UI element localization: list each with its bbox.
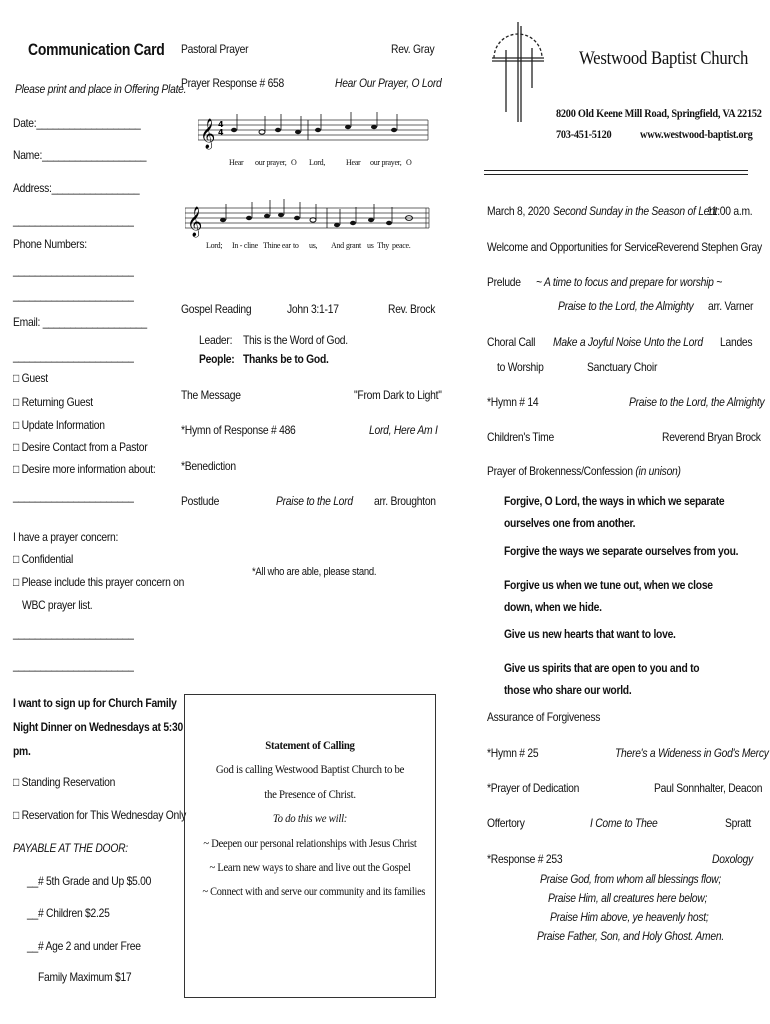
church-name: Westwood Baptist Church: [579, 48, 749, 69]
lyric: O: [291, 158, 297, 167]
more-info-line[interactable]: ______________________: [13, 489, 134, 503]
postlude-title: Praise to the Lord: [276, 494, 353, 508]
calling-line-1: God is calling Westwood Baptist Church to be: [215, 762, 405, 776]
doxology-line-1: Praise God, from whom all blessings flow;: [540, 872, 721, 886]
email-line-2[interactable]: ______________________: [13, 349, 134, 363]
offertory-title: I Come to Thee: [590, 816, 658, 830]
message-title: "From Dark to Light": [354, 388, 442, 402]
sanctuary-choir: Sanctuary Choir: [587, 360, 658, 374]
price-age2[interactable]: __# Age 2 and under Free: [27, 939, 141, 953]
hymn-14: *Hymn # 14: [487, 395, 539, 409]
the-message: The Message: [181, 388, 241, 402]
lyric: Hear: [346, 158, 361, 167]
checkbox-more-info[interactable]: □ Desire more information about:: [13, 462, 156, 476]
people-label: People:: [199, 352, 235, 366]
address-line-2[interactable]: ______________________: [13, 213, 134, 227]
hymn-of-response-title: Lord, Here Am I: [369, 423, 438, 437]
checkbox-update-info[interactable]: □ Update Information: [13, 418, 105, 432]
lyric: to: [293, 241, 299, 250]
treble-clef-icon: 𝄞: [187, 207, 203, 237]
signup-line-1: I want to sign up for Church Family: [13, 696, 177, 710]
welcome: Welcome and Opportunities for Service: [487, 240, 657, 254]
payable-label: PAYABLE AT THE DOOR:: [13, 841, 128, 855]
hymn-25-title: There's a Wideness in God's Mercy: [615, 746, 769, 760]
email-field[interactable]: Email: ___________________: [13, 315, 147, 329]
lyric: us,: [309, 241, 318, 250]
gospel-reference: John 3:1-17: [287, 302, 339, 316]
lyric: our prayer,: [255, 158, 287, 167]
prelude: Prelude: [487, 275, 521, 289]
assurance: Assurance of Forgiveness: [487, 710, 601, 724]
music-staff-2: [185, 198, 431, 244]
prayer-of-dedication: *Prayer of Dedication: [487, 781, 580, 795]
phone-label: Phone Numbers:: [13, 237, 87, 251]
name-field[interactable]: Name:___________________: [13, 148, 147, 162]
pastoral-prayer-leader: Rev. Gray: [391, 42, 435, 56]
include-prayer-cont: WBC prayer list.: [22, 598, 93, 612]
pastoral-prayer: Pastoral Prayer: [181, 42, 249, 56]
signup-line-3: pm.: [13, 744, 31, 758]
leader-label: Leader:: [199, 333, 233, 347]
doxology-line-3: Praise Him above, ye heavenly host;: [550, 910, 709, 924]
hymn-of-response: *Hymn of Response # 486: [181, 423, 296, 437]
prayer-of-brokenness: [487, 464, 681, 478]
confession-3: Forgive us when we tune out, when we close down, when we hide.: [504, 578, 713, 614]
confession-5: Give us spirits that are open to you and to those who share our world.: [504, 661, 700, 697]
church-website[interactable]: www.westwood-baptist.org: [640, 127, 753, 141]
confession-2: Forgive the ways we separate ourselves from you.: [504, 544, 739, 558]
calling-line-4: ~ Deepen our personal relationships with Jesus Christ: [203, 836, 417, 850]
prayer-response: Prayer Response # 658: [181, 76, 285, 90]
childrens-leader: Reverend Bryan Brock: [662, 430, 761, 444]
phone-line-1[interactable]: ______________________: [13, 263, 134, 277]
offertory-composer: Spratt: [725, 816, 751, 830]
checkbox-guest[interactable]: □ Guest: [13, 371, 48, 385]
church-cross-logo: [488, 18, 548, 128]
church-address: 8200 Old Keene Mill Road, Springfield, VA 22152: [556, 106, 762, 120]
lyric: In - cline: [232, 241, 258, 250]
statement-of-calling-box: [184, 694, 436, 998]
hymn-14-title: Praise to the Lord, the Almighty: [629, 395, 765, 409]
brokenness-label: Prayer of Brokenness/Confession: [487, 464, 633, 478]
calling-line-2: the Presence of Christ.: [264, 787, 356, 801]
lyric: Thy: [377, 241, 389, 250]
lyric: Thine ear: [263, 241, 291, 250]
lyric: us: [367, 241, 374, 250]
choral-title: Make a Joyful Noise Unto the Lord: [553, 335, 703, 349]
response-253: *Response # 253: [487, 852, 563, 866]
childrens-time: Children's Time: [487, 430, 554, 444]
lyric: Lord,: [309, 158, 326, 167]
date-field[interactable]: Date:___________________: [13, 116, 141, 130]
svg-text:4: 4: [218, 128, 224, 137]
card-title: Communication Card: [28, 40, 165, 59]
phone-line-2[interactable]: ______________________: [13, 288, 134, 302]
service-occasion: Second Sunday in the Season of Lent: [553, 204, 718, 218]
leader-text: This is the Word of God.: [243, 333, 348, 347]
gospel-leader: Rev. Brock: [388, 302, 436, 316]
lyric: O: [406, 158, 412, 167]
confession-4: Give us new hearts that want to love.: [504, 627, 676, 641]
lyric: Lord;: [206, 241, 223, 250]
choral-composer: Landes: [720, 335, 753, 349]
prayer-response-title: Hear Our Prayer, O Lord: [335, 76, 442, 90]
dedication-leader: Paul Sonnhalter, Deacon: [654, 781, 763, 795]
service-date: March 8, 2020: [487, 204, 550, 218]
checkbox-contact-pastor[interactable]: □ Desire Contact from a Pastor: [13, 440, 148, 454]
hymn-25: *Hymn # 25: [487, 746, 539, 760]
lyric: And: [331, 241, 344, 250]
offertory: Offertory: [487, 816, 525, 830]
doxology-line-4: Praise Father, Son, and Holy Ghost. Amen.: [537, 929, 724, 943]
music-staff-1: [198, 112, 430, 162]
lyric: grant: [346, 241, 361, 250]
card-instructions: Please print and place in Offering Plate.: [15, 82, 187, 96]
divider: [484, 170, 748, 171]
unison-note: (in unison): [635, 464, 681, 478]
price-children[interactable]: __# Children $2.25: [27, 906, 110, 920]
doxology-line-2: Praise Him, all creatures here below;: [548, 891, 708, 905]
checkbox-confidential[interactable]: □ Confidential: [13, 552, 73, 566]
service-time: 11:00 a.m.: [707, 204, 753, 218]
calling-line-5: ~ Learn new ways to share and live out the Gospel: [209, 860, 411, 874]
postlude-arranger: arr. Broughton: [374, 494, 436, 508]
prelude-note: ~ A time to focus and prepare for worship ~: [536, 275, 723, 289]
checkbox-include-prayer[interactable]: □ Please include this prayer concern on: [13, 575, 185, 589]
calling-title: Statement of Calling: [265, 738, 355, 752]
address-field[interactable]: Address:________________: [13, 181, 140, 195]
choral-call: Choral Call: [487, 335, 536, 349]
benediction: *Benediction: [181, 459, 236, 473]
welcome-leader: Reverend Stephen Gray: [656, 240, 762, 254]
checkbox-standing[interactable]: □ Standing Reservation: [13, 775, 116, 789]
prelude-arranger: arr. Varner: [708, 299, 754, 313]
gospel-reading: Gospel Reading: [181, 302, 252, 316]
signup-line-2: Night Dinner on Wednesdays at 5:30: [13, 720, 183, 734]
lyric: Hear: [229, 158, 244, 167]
price-5th-grade[interactable]: __# 5th Grade and Up $5.00: [27, 874, 152, 888]
treble-clef-icon: 𝄞: [200, 119, 216, 149]
calling-line-6: ~ Connect with and serve our community and its families: [202, 884, 426, 898]
postlude: Postlude: [181, 494, 220, 508]
church-phone: 703-451-5120: [556, 127, 612, 141]
prayer-line-1[interactable]: ______________________: [13, 626, 134, 640]
prayer-line-2[interactable]: ______________________: [13, 658, 134, 672]
lyric: our prayer,: [370, 158, 402, 167]
stand-note: *All who are able, please stand.: [252, 566, 377, 578]
divider: [484, 174, 748, 175]
checkbox-this-wednesday[interactable]: □ Reservation for This Wednesday Only: [13, 808, 186, 822]
calling-line-3: To do this we will:: [272, 811, 348, 825]
prayer-concern-label: I have a prayer concern:: [13, 530, 119, 544]
svg-text:4: 4: [218, 120, 224, 129]
lyric: peace.: [392, 241, 411, 250]
family-maximum: Family Maximum $17: [38, 970, 132, 984]
prelude-title: Praise to the Lord, the Almighty: [558, 299, 694, 313]
to-worship: to Worship: [497, 360, 544, 374]
people-text: Thanks be to God.: [243, 352, 329, 366]
confession-1: Forgive, O Lord, the ways in which we separate ourselves one from another.: [504, 494, 725, 530]
doxology: Doxology: [712, 852, 753, 866]
checkbox-returning-guest[interactable]: □ Returning Guest: [13, 395, 93, 409]
